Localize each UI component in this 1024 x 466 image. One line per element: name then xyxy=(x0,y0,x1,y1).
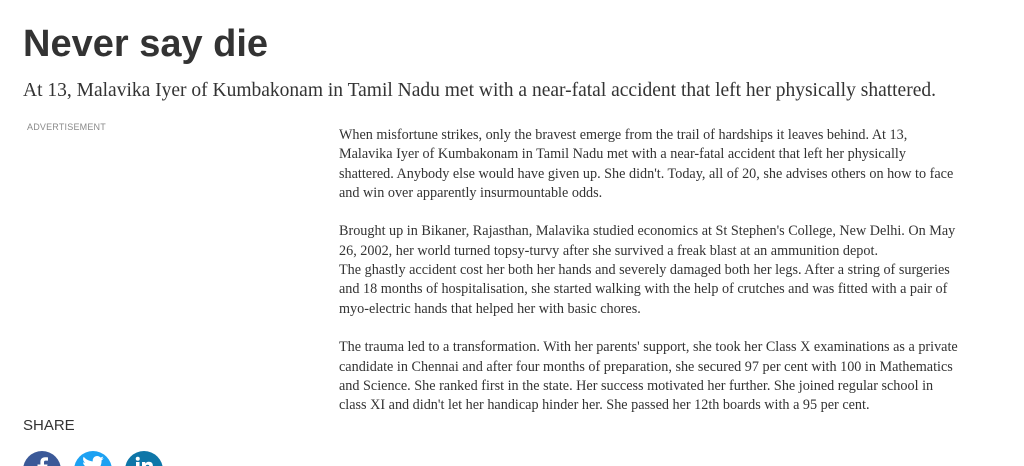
advertisement-label: ADVERTISEMENT xyxy=(27,122,106,132)
article-paragraph: The trauma led to a transformation. With her parents' support, she took her Class X examinations as a private candidate in Chennai and after four months of preparation, she secured 97 per cent with 100 in Mathematics and Science. She ranked first in the state. Her success motivated her further. She joined regular school in class XI and didn't let her handicap hinder her. She passed her 12th boards with a 95 per cent. xyxy=(339,339,958,414)
share-linkedin-button[interactable] xyxy=(125,451,163,466)
twitter-icon xyxy=(82,456,104,466)
share-twitter-button[interactable] xyxy=(74,451,112,466)
share-label: SHARE xyxy=(23,417,75,434)
article-paragraph: Brought up in Bikaner, Rajasthan, Malavika studied economics at St Stephen's College, New Delhi. On May 26, 2002, her world turned topsy-turvy after she survived a freak blast at an ammunition depot. The ghastly accident cost her both her hands and severely damaged both her legs. After a string of surgeries and 18 months of hospitalisation, she started walking with the help of crutches and was fitted with a pair of myo-electric hands that helped her with basic chores. xyxy=(339,223,956,317)
article-headline: Never say die xyxy=(23,23,269,65)
article-body xyxy=(339,126,959,435)
facebook-icon xyxy=(35,456,49,466)
article-paragraph: When misfortune strikes, only the bravest emerge from the trail of hardships it leaves behind. At 13, Malavika Iyer of Kumbakonam in Tamil Nadu met with a near-fatal accident that left her physically shattered. Anybody else would have given up. She didn't. Today, all of 20, she advises others on how to face and win over apparently insurmountable odds. xyxy=(339,127,954,201)
article-deck: At 13, Malavika Iyer of Kumbakonam in Tamil Nadu met with a near-fatal accident that left her physically shattered. xyxy=(23,80,936,101)
share-buttons xyxy=(23,451,163,466)
linkedin-icon xyxy=(135,456,153,466)
share-facebook-button[interactable] xyxy=(23,451,61,466)
